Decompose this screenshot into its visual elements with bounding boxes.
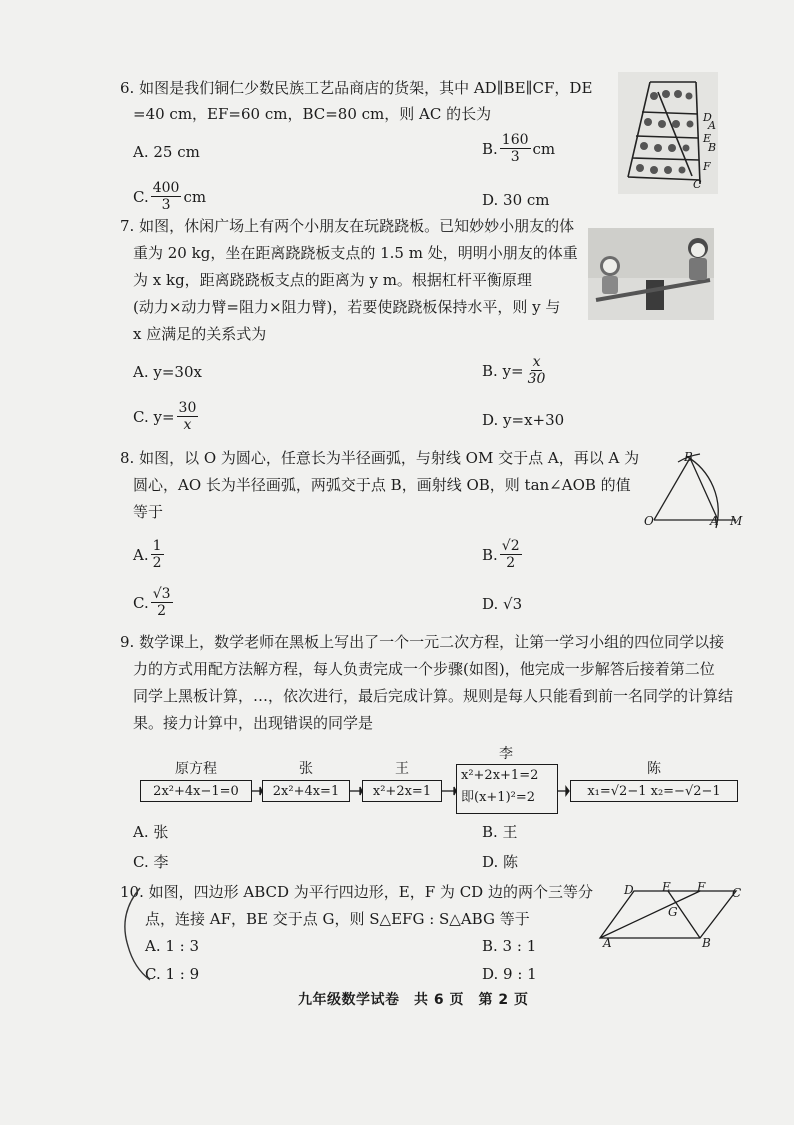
q9-head-original: 原方程 — [175, 761, 217, 777]
q10-stem-line1: 10. 如图，四边形 ABCD 为平行四边形，E，F 为 CD 边的两个三等分 — [120, 883, 593, 901]
q6-label-d: D — [703, 111, 712, 124]
q7-option-a: A. y=30x — [133, 363, 202, 381]
q6-label-f: F — [703, 160, 711, 173]
q9-stem-line3: 同学上黑板计算，…，依次进行，最后完成计算。规则是每人只能看到前一名同学的计算结 — [133, 687, 734, 705]
q10-label-c: C — [732, 886, 742, 900]
q8-a-numerator: 1 — [152, 538, 162, 554]
q8-label-o: O — [644, 514, 654, 528]
q9-stem-line2: 力的方式用配方法解方程，每人负责完成一个步骤(如图)，他完成一步解答后接着第二位 — [133, 660, 715, 678]
q6-option-a: A. 25 cm — [133, 143, 200, 161]
q10-label-a: A — [603, 936, 612, 950]
q9-option-a: A. 张 — [133, 823, 169, 841]
q9-box-li-line1: x²+2x+1=2 — [461, 768, 539, 783]
q9-head-chen: 陈 — [647, 761, 661, 777]
q7-c-denominator: x — [183, 417, 192, 433]
q8-a-denominator: 2 — [152, 555, 162, 571]
q9-box-original: 2x²+4x−1=0 — [140, 780, 252, 802]
q8-c-numerator: √3 — [152, 586, 171, 602]
q6-c-numerator: 400 — [152, 180, 180, 196]
q9-stem-line4: 果。接力计算中，出现错误的同学是 — [133, 714, 374, 732]
q6-option-b-prefix: B. — [482, 139, 498, 158]
q8-label-a: A — [710, 514, 719, 528]
q6-c-denominator: 3 — [161, 197, 171, 213]
q6-option-c — [133, 180, 206, 213]
q10-label-g: G — [668, 905, 678, 919]
q8-option-b-prefix: B. — [482, 545, 498, 564]
q8-option-a-fraction — [151, 538, 164, 571]
q8-b-numerator: √2 — [501, 538, 520, 554]
q6-option-c-prefix: C. — [133, 187, 149, 206]
q7-option-c-prefix: C. y= — [133, 407, 175, 426]
q7-option-b-fraction — [526, 354, 548, 387]
q7-option-b — [482, 354, 549, 387]
q6-option-d: D. 30 cm — [482, 191, 550, 209]
q8-option-c-prefix: C. — [133, 593, 149, 612]
q6-option-c-fraction — [151, 180, 182, 213]
q10-option-b: B. 3 : 1 — [482, 937, 537, 955]
q6-b-denominator: 3 — [510, 149, 520, 165]
q9-box-zhang: 2x²+4x=1 — [262, 780, 350, 802]
q8-stem-line1: 8. 如图，以 O 为圆心，任意长为半径画弧，与射线 OM 交于点 A，再以 A 为 — [120, 449, 640, 467]
q10-label-f: F — [697, 880, 706, 894]
q7-b-numerator: x — [532, 354, 541, 370]
page-footer: 九年级数学试卷 共 6 页 第 2 页 — [298, 992, 529, 1008]
q6-option-b-fraction — [500, 132, 531, 165]
q6-stem-line2: =40 cm，EF=60 cm，BC=80 cm，则 AC 的长为 — [133, 105, 492, 123]
q8-option-a-prefix: A. — [133, 545, 149, 564]
q7-c-numerator: 30 — [178, 400, 197, 416]
q10-label-d: D — [624, 883, 634, 897]
q6-label-e: E — [703, 132, 712, 145]
pencil-bracket-mark — [112, 884, 152, 984]
q10-label-b: B — [702, 936, 711, 950]
q6-label-a: A — [708, 119, 716, 132]
q10-label-e: E — [662, 880, 671, 894]
q9-head-zhang: 张 — [299, 761, 313, 777]
q10-option-a: A. 1 : 3 — [145, 937, 200, 955]
q8-b-denominator: 2 — [506, 555, 516, 571]
q7-stem-line1: 7. 如图，休闲广场上有两个小朋友在玩跷跷板。已知妙妙小朋友的体 — [120, 217, 575, 235]
q8-option-c — [133, 586, 175, 619]
q8-option-b — [482, 538, 524, 571]
q8-stem-line2: 圆心，AO 长为半径画弧，两弧交于点 B，画射线 OB，则 tan∠AOB 的值 — [133, 476, 631, 494]
q9-stem-line1: 9. 数学课上，数学老师在黑板上写出了一个一元二次方程，让第一学习小组的四位同学以接 — [120, 633, 725, 651]
q7-stem-line4: (动力×动力臂=阻力×阻力臂)，若要使跷跷板保持水平，则 y 与 — [133, 298, 561, 316]
q7-option-d: D. y=x+30 — [482, 411, 565, 429]
q8-option-c-fraction — [151, 586, 173, 619]
q9-option-c: C. 李 — [133, 853, 169, 871]
q7-b-denominator: 30 — [527, 371, 546, 387]
q6-b-numerator: 160 — [501, 132, 529, 148]
q7-stem-line3: 为 x kg，距离跷跷板支点的距离为 y m。根据杠杆平衡原理 — [133, 271, 532, 289]
q9-box-wang: x²+2x=1 — [362, 780, 442, 802]
q8-label-m: M — [730, 514, 743, 528]
q9-option-d: D. 陈 — [482, 853, 519, 871]
q6-option-b — [482, 132, 555, 165]
q8-c-denominator: 2 — [157, 603, 167, 619]
q6-label-b: B — [708, 141, 717, 154]
q6-label-c: C — [693, 178, 702, 191]
q9-option-b: B. 王 — [482, 823, 518, 841]
q8-option-a — [133, 538, 166, 571]
q6-stem-line1: 6. 如图是我们铜仁少数民族工艺品商店的货架，其中 AD∥BE∥CF，DE — [120, 79, 593, 97]
q8-option-d: D. √3 — [482, 595, 523, 613]
q6-option-b-unit: cm — [532, 139, 556, 158]
q8-label-b: B — [684, 450, 693, 464]
q10-stem-line2: 点，连接 AF，BE 交于点 G，则 S△EFG : S△ABG 等于 — [145, 910, 530, 928]
q9-relay-arrows — [250, 782, 570, 800]
q7-seesaw-photo — [588, 228, 714, 320]
q7-stem-line5: x 应满足的关系式为 — [133, 325, 267, 343]
q10-option-c: C. 1 : 9 — [145, 965, 200, 983]
q9-head-wang: 王 — [395, 761, 409, 777]
q9-box-chen: x₁=√2−1 x₂=−√2−1 — [570, 780, 738, 802]
q10-option-d: D. 9 : 1 — [482, 965, 537, 983]
q7-stem-line2: 重为 20 kg，坐在距离跷跷板支点的 1.5 m 处，明明小朋友的体重 — [133, 244, 578, 262]
q9-head-li: 李 — [499, 746, 513, 762]
q8-option-b-fraction — [500, 538, 522, 571]
q7-option-c — [133, 400, 200, 433]
q8-stem-line3: 等于 — [133, 503, 164, 521]
q9-box-li-line2: 即(x+1)²=2 — [461, 790, 536, 805]
q7-option-c-fraction — [177, 400, 199, 433]
q6-option-c-unit: cm — [183, 187, 207, 206]
q7-option-b-prefix: B. y= — [482, 361, 524, 380]
